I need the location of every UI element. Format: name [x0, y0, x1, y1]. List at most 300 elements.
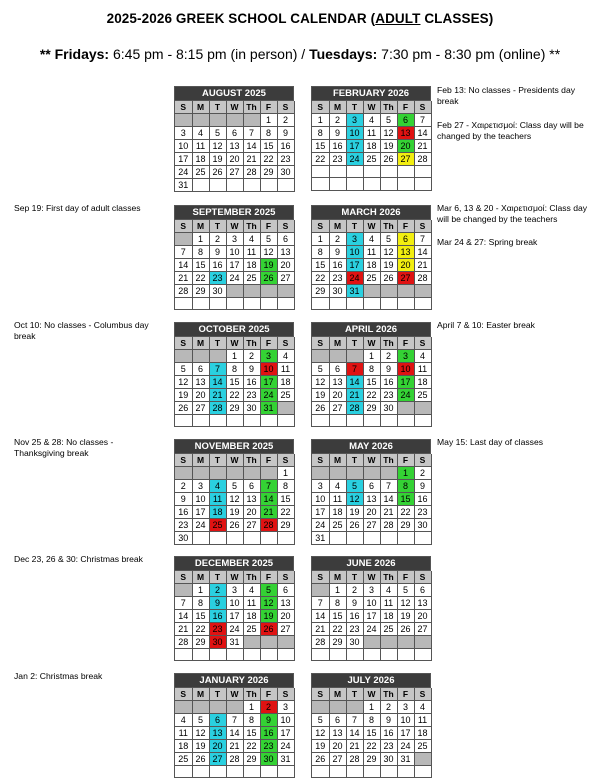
- weekday-header: S: [312, 571, 329, 584]
- weekday-header: S: [175, 571, 192, 584]
- calendar-month-header: SEPTEMBER 2025: [175, 206, 294, 220]
- day-cell: [414, 753, 431, 766]
- day-cell: 14: [346, 727, 363, 740]
- day-cell: 2: [175, 480, 192, 493]
- day-cell: [312, 298, 329, 310]
- day-cell: 22: [363, 389, 380, 402]
- day-cell: [380, 415, 397, 427]
- week-row: [312, 363, 431, 376]
- day-cell: 19: [260, 259, 277, 272]
- calendar-month-header: MARCH 2026: [312, 206, 431, 220]
- day-cell: 15: [277, 493, 294, 506]
- day-cell: 27: [209, 753, 226, 766]
- day-cell: 19: [312, 740, 329, 753]
- calendar-month-header: NOVEMBER 2025: [175, 440, 294, 454]
- weekday-header: F: [397, 571, 414, 584]
- week-row: [312, 285, 431, 298]
- week-row: [312, 467, 431, 480]
- week-row: [175, 233, 294, 246]
- day-cell: 29: [363, 753, 380, 766]
- day-cell: 1: [312, 114, 329, 127]
- week-row: [175, 636, 294, 649]
- day-cell: 5: [346, 480, 363, 493]
- day-cell: [363, 285, 380, 298]
- day-cell: 9: [380, 714, 397, 727]
- day-cell: 8: [277, 480, 294, 493]
- weekday-header-row: [175, 454, 294, 467]
- day-cell: 21: [346, 740, 363, 753]
- week-row: [312, 740, 431, 753]
- weekday-header: S: [414, 101, 431, 114]
- day-cell: 17: [397, 727, 414, 740]
- calendar-grid: [312, 571, 432, 661]
- calendar-grid: [312, 454, 432, 545]
- note-mar24: Mar 24 & 27: Spring break: [437, 237, 538, 247]
- day-cell: [329, 467, 346, 480]
- weekday-header: Th: [380, 101, 397, 114]
- weekday-header: Th: [380, 337, 397, 350]
- week-row: [175, 179, 294, 192]
- weekday-header: Th: [380, 688, 397, 701]
- weekday-header-row: [312, 571, 431, 584]
- day-cell: 30: [209, 285, 226, 298]
- day-cell: 16: [277, 140, 294, 153]
- weekday-header: W: [363, 337, 380, 350]
- day-cell: 2: [329, 233, 346, 246]
- week-row: [175, 610, 294, 623]
- day-cell: 10: [192, 493, 209, 506]
- weekday-header: T: [209, 101, 226, 114]
- day-cell: [414, 766, 431, 778]
- day-cell: 24: [363, 623, 380, 636]
- day-cell: [243, 467, 260, 480]
- week-row: [175, 350, 294, 363]
- day-cell: 9: [243, 363, 260, 376]
- weekday-header: F: [397, 220, 414, 233]
- day-cell: 13: [414, 597, 431, 610]
- day-cell: 17: [346, 140, 363, 153]
- calendar-february-2026: [311, 86, 431, 191]
- calendar-month-header: JUNE 2026: [312, 557, 431, 571]
- day-cell: 18: [175, 740, 192, 753]
- weekday-header: F: [397, 454, 414, 467]
- day-cell: 23: [209, 623, 226, 636]
- day-cell: 15: [363, 376, 380, 389]
- day-cell: 18: [380, 610, 397, 623]
- day-cell: [209, 415, 226, 427]
- weekday-header: M: [192, 101, 209, 114]
- calendar-grid: [175, 571, 295, 661]
- weekday-header: S: [277, 571, 294, 584]
- day-cell: 23: [329, 153, 346, 166]
- day-cell: 27: [397, 272, 414, 285]
- day-cell: 17: [363, 610, 380, 623]
- day-cell: [226, 285, 243, 298]
- day-cell: 25: [243, 623, 260, 636]
- day-cell: 24: [226, 623, 243, 636]
- day-cell: 20: [277, 259, 294, 272]
- day-cell: 16: [209, 610, 226, 623]
- day-cell: 21: [380, 506, 397, 519]
- day-cell: 2: [243, 350, 260, 363]
- week-row: [312, 415, 431, 427]
- day-cell: [243, 636, 260, 649]
- day-cell: 24: [346, 153, 363, 166]
- day-cell: 22: [363, 740, 380, 753]
- week-row: [312, 584, 431, 597]
- day-cell: 28: [175, 285, 192, 298]
- day-cell: 20: [363, 506, 380, 519]
- day-cell: 20: [329, 740, 346, 753]
- week-row: [175, 467, 294, 480]
- day-cell: 15: [243, 727, 260, 740]
- day-cell: 26: [260, 623, 277, 636]
- day-cell: [329, 166, 346, 178]
- day-cell: 1: [363, 350, 380, 363]
- day-cell: 25: [243, 272, 260, 285]
- weekday-header: Th: [243, 571, 260, 584]
- day-cell: [243, 649, 260, 661]
- note-dec: Dec 23, 26 & 30: Christmas break: [14, 554, 143, 564]
- day-cell: [363, 298, 380, 310]
- day-cell: [243, 114, 260, 127]
- calendar-month-header: FEBRUARY 2026: [312, 87, 431, 101]
- calendar-may-2026: [311, 439, 431, 545]
- day-cell: 11: [243, 246, 260, 259]
- day-cell: 18: [363, 140, 380, 153]
- day-cell: 14: [414, 127, 431, 140]
- day-cell: [312, 584, 329, 597]
- day-cell: 12: [260, 246, 277, 259]
- day-cell: 29: [277, 519, 294, 532]
- day-cell: 22: [329, 623, 346, 636]
- week-row: [312, 493, 431, 506]
- day-cell: 21: [209, 389, 226, 402]
- day-cell: 14: [175, 259, 192, 272]
- day-cell: 8: [226, 363, 243, 376]
- note-may15: May 15: Last day of classes: [437, 437, 544, 447]
- week-row: [312, 350, 431, 363]
- day-cell: 29: [329, 636, 346, 649]
- day-cell: 14: [243, 140, 260, 153]
- week-row: [312, 140, 431, 153]
- day-cell: 26: [209, 166, 226, 179]
- day-cell: 2: [329, 114, 346, 127]
- day-cell: [209, 179, 226, 192]
- day-cell: 19: [192, 740, 209, 753]
- calendar-grid: [312, 220, 432, 310]
- day-cell: 1: [192, 584, 209, 597]
- day-cell: 24: [397, 389, 414, 402]
- week-row: [175, 140, 294, 153]
- day-cell: [312, 766, 329, 778]
- day-cell: 26: [260, 272, 277, 285]
- calendar-september-2025: [174, 205, 294, 310]
- day-cell: 5: [226, 480, 243, 493]
- day-cell: 31: [226, 636, 243, 649]
- day-cell: 8: [397, 480, 414, 493]
- day-cell: 4: [175, 714, 192, 727]
- day-cell: [209, 467, 226, 480]
- calendar-june-2026: [311, 556, 431, 661]
- day-cell: 19: [260, 610, 277, 623]
- day-cell: 23: [277, 153, 294, 166]
- day-cell: 24: [175, 166, 192, 179]
- day-cell: [346, 298, 363, 310]
- day-cell: [312, 415, 329, 427]
- day-cell: [346, 178, 363, 190]
- weekday-header: M: [192, 688, 209, 701]
- day-cell: [329, 415, 346, 427]
- day-cell: [329, 649, 346, 661]
- calendar-grid: [312, 688, 432, 778]
- week-row: [312, 114, 431, 127]
- day-cell: [414, 636, 431, 649]
- day-cell: 23: [175, 519, 192, 532]
- day-cell: 13: [192, 376, 209, 389]
- day-cell: [329, 178, 346, 190]
- day-cell: 2: [380, 701, 397, 714]
- day-cell: [260, 649, 277, 661]
- day-cell: [260, 766, 277, 778]
- day-cell: 7: [380, 480, 397, 493]
- day-cell: [175, 298, 192, 310]
- day-cell: 13: [329, 376, 346, 389]
- week-row: [175, 402, 294, 415]
- day-cell: 30: [243, 402, 260, 415]
- day-cell: [397, 166, 414, 178]
- day-cell: 7: [414, 114, 431, 127]
- day-cell: 2: [346, 584, 363, 597]
- day-cell: 10: [397, 714, 414, 727]
- day-cell: 19: [346, 506, 363, 519]
- day-cell: 18: [329, 506, 346, 519]
- weekday-header: W: [363, 454, 380, 467]
- day-cell: 30: [380, 753, 397, 766]
- day-cell: [346, 166, 363, 178]
- day-cell: 15: [363, 727, 380, 740]
- day-cell: [277, 298, 294, 310]
- weekday-header: W: [226, 688, 243, 701]
- day-cell: 22: [243, 740, 260, 753]
- day-cell: [397, 766, 414, 778]
- day-cell: 9: [175, 493, 192, 506]
- weekday-header: M: [329, 688, 346, 701]
- day-cell: 8: [192, 597, 209, 610]
- day-cell: 15: [312, 140, 329, 153]
- weekday-header: S: [277, 101, 294, 114]
- day-cell: [175, 114, 192, 127]
- day-cell: 15: [192, 259, 209, 272]
- weekday-header: T: [346, 101, 363, 114]
- day-cell: 28: [414, 153, 431, 166]
- weekday-header: W: [226, 454, 243, 467]
- day-cell: 12: [380, 246, 397, 259]
- day-cell: 3: [312, 480, 329, 493]
- day-cell: 4: [363, 233, 380, 246]
- weekday-header: W: [363, 220, 380, 233]
- week-row: [312, 298, 431, 310]
- weekday-header-row: [175, 101, 294, 114]
- day-cell: [243, 415, 260, 427]
- calendar-month-header: JULY 2026: [312, 674, 431, 688]
- day-cell: [192, 415, 209, 427]
- day-cell: 13: [226, 140, 243, 153]
- day-cell: [346, 350, 363, 363]
- day-cell: [192, 179, 209, 192]
- day-cell: [363, 166, 380, 178]
- day-cell: 22: [312, 153, 329, 166]
- day-cell: 9: [209, 246, 226, 259]
- day-cell: 9: [380, 363, 397, 376]
- week-row: [175, 727, 294, 740]
- day-cell: 7: [175, 246, 192, 259]
- day-cell: 12: [346, 493, 363, 506]
- day-cell: 30: [346, 636, 363, 649]
- day-cell: 10: [277, 714, 294, 727]
- day-cell: 17: [260, 376, 277, 389]
- day-cell: 14: [346, 376, 363, 389]
- day-cell: 21: [414, 259, 431, 272]
- day-cell: 25: [192, 166, 209, 179]
- weekday-header: M: [329, 571, 346, 584]
- day-cell: [380, 178, 397, 190]
- day-cell: 5: [380, 233, 397, 246]
- day-cell: 22: [312, 272, 329, 285]
- day-cell: 4: [243, 233, 260, 246]
- day-cell: 5: [312, 714, 329, 727]
- week-row: [312, 766, 431, 778]
- week-row: [175, 272, 294, 285]
- day-cell: 18: [414, 376, 431, 389]
- week-row: [175, 766, 294, 778]
- week-row: [175, 480, 294, 493]
- week-row: [175, 298, 294, 310]
- day-cell: 5: [312, 363, 329, 376]
- day-cell: [243, 179, 260, 192]
- page-title: 2025-2026 GREEK SCHOOL CALENDAR (ADULT CLASSES): [106, 11, 494, 26]
- weekday-header: M: [192, 571, 209, 584]
- day-cell: 22: [260, 153, 277, 166]
- day-cell: 11: [380, 597, 397, 610]
- day-cell: 5: [192, 714, 209, 727]
- weekday-header: S: [312, 454, 329, 467]
- day-cell: [175, 701, 192, 714]
- day-cell: [312, 166, 329, 178]
- day-cell: 8: [363, 363, 380, 376]
- weekday-header: S: [312, 337, 329, 350]
- week-row: [175, 649, 294, 661]
- day-cell: 31: [277, 753, 294, 766]
- day-cell: 23: [380, 740, 397, 753]
- week-row: [175, 519, 294, 532]
- day-cell: 10: [175, 140, 192, 153]
- weekday-header: S: [414, 454, 431, 467]
- day-cell: 19: [226, 506, 243, 519]
- day-cell: 26: [192, 753, 209, 766]
- day-cell: [175, 233, 192, 246]
- day-cell: [380, 636, 397, 649]
- day-cell: [260, 532, 277, 545]
- day-cell: 20: [277, 610, 294, 623]
- day-cell: [226, 415, 243, 427]
- day-cell: [363, 178, 380, 190]
- day-cell: 30: [175, 532, 192, 545]
- day-cell: [277, 402, 294, 415]
- day-cell: 17: [226, 259, 243, 272]
- day-cell: 12: [226, 493, 243, 506]
- weekday-header: T: [346, 571, 363, 584]
- day-cell: [346, 415, 363, 427]
- day-cell: [209, 350, 226, 363]
- weekday-header: W: [226, 101, 243, 114]
- day-cell: 31: [312, 532, 329, 545]
- week-row: [175, 285, 294, 298]
- day-cell: [363, 649, 380, 661]
- day-cell: 18: [243, 259, 260, 272]
- day-cell: 6: [329, 714, 346, 727]
- day-cell: 7: [346, 714, 363, 727]
- day-cell: 21: [414, 140, 431, 153]
- day-cell: 27: [277, 623, 294, 636]
- note-feb27: Feb 27 - Χαιρετισμοί: Class day will be changed by the teachers: [437, 120, 584, 141]
- day-cell: 12: [380, 127, 397, 140]
- day-cell: [414, 649, 431, 661]
- calendar-month-header: JANUARY 2026: [175, 674, 294, 688]
- weekday-header: Th: [380, 454, 397, 467]
- day-cell: 18: [363, 259, 380, 272]
- weekday-header-row: [175, 220, 294, 233]
- week-row: [175, 415, 294, 427]
- day-cell: [397, 415, 414, 427]
- day-cell: 19: [380, 140, 397, 153]
- day-cell: [209, 701, 226, 714]
- day-cell: 3: [397, 350, 414, 363]
- day-cell: 10: [346, 127, 363, 140]
- week-row: [175, 363, 294, 376]
- day-cell: [277, 532, 294, 545]
- day-cell: 5: [397, 584, 414, 597]
- day-cell: 9: [329, 246, 346, 259]
- day-cell: [414, 298, 431, 310]
- day-cell: 4: [380, 584, 397, 597]
- day-cell: 27: [226, 166, 243, 179]
- day-cell: [312, 178, 329, 190]
- day-cell: 20: [414, 610, 431, 623]
- week-row: [175, 597, 294, 610]
- weekday-header: W: [226, 220, 243, 233]
- day-cell: [260, 636, 277, 649]
- day-cell: 13: [277, 246, 294, 259]
- day-cell: [380, 298, 397, 310]
- day-cell: 25: [380, 623, 397, 636]
- weekday-header: Th: [243, 220, 260, 233]
- day-cell: 14: [380, 493, 397, 506]
- calendar-grid: [175, 454, 295, 545]
- day-cell: 29: [312, 285, 329, 298]
- day-cell: 13: [209, 727, 226, 740]
- week-row: [312, 636, 431, 649]
- day-cell: 4: [414, 350, 431, 363]
- week-row: [312, 714, 431, 727]
- day-cell: 31: [346, 285, 363, 298]
- day-cell: 16: [329, 259, 346, 272]
- day-cell: 3: [226, 584, 243, 597]
- weekday-header-row: [175, 571, 294, 584]
- day-cell: 3: [175, 127, 192, 140]
- day-cell: 29: [363, 402, 380, 415]
- week-row: [312, 402, 431, 415]
